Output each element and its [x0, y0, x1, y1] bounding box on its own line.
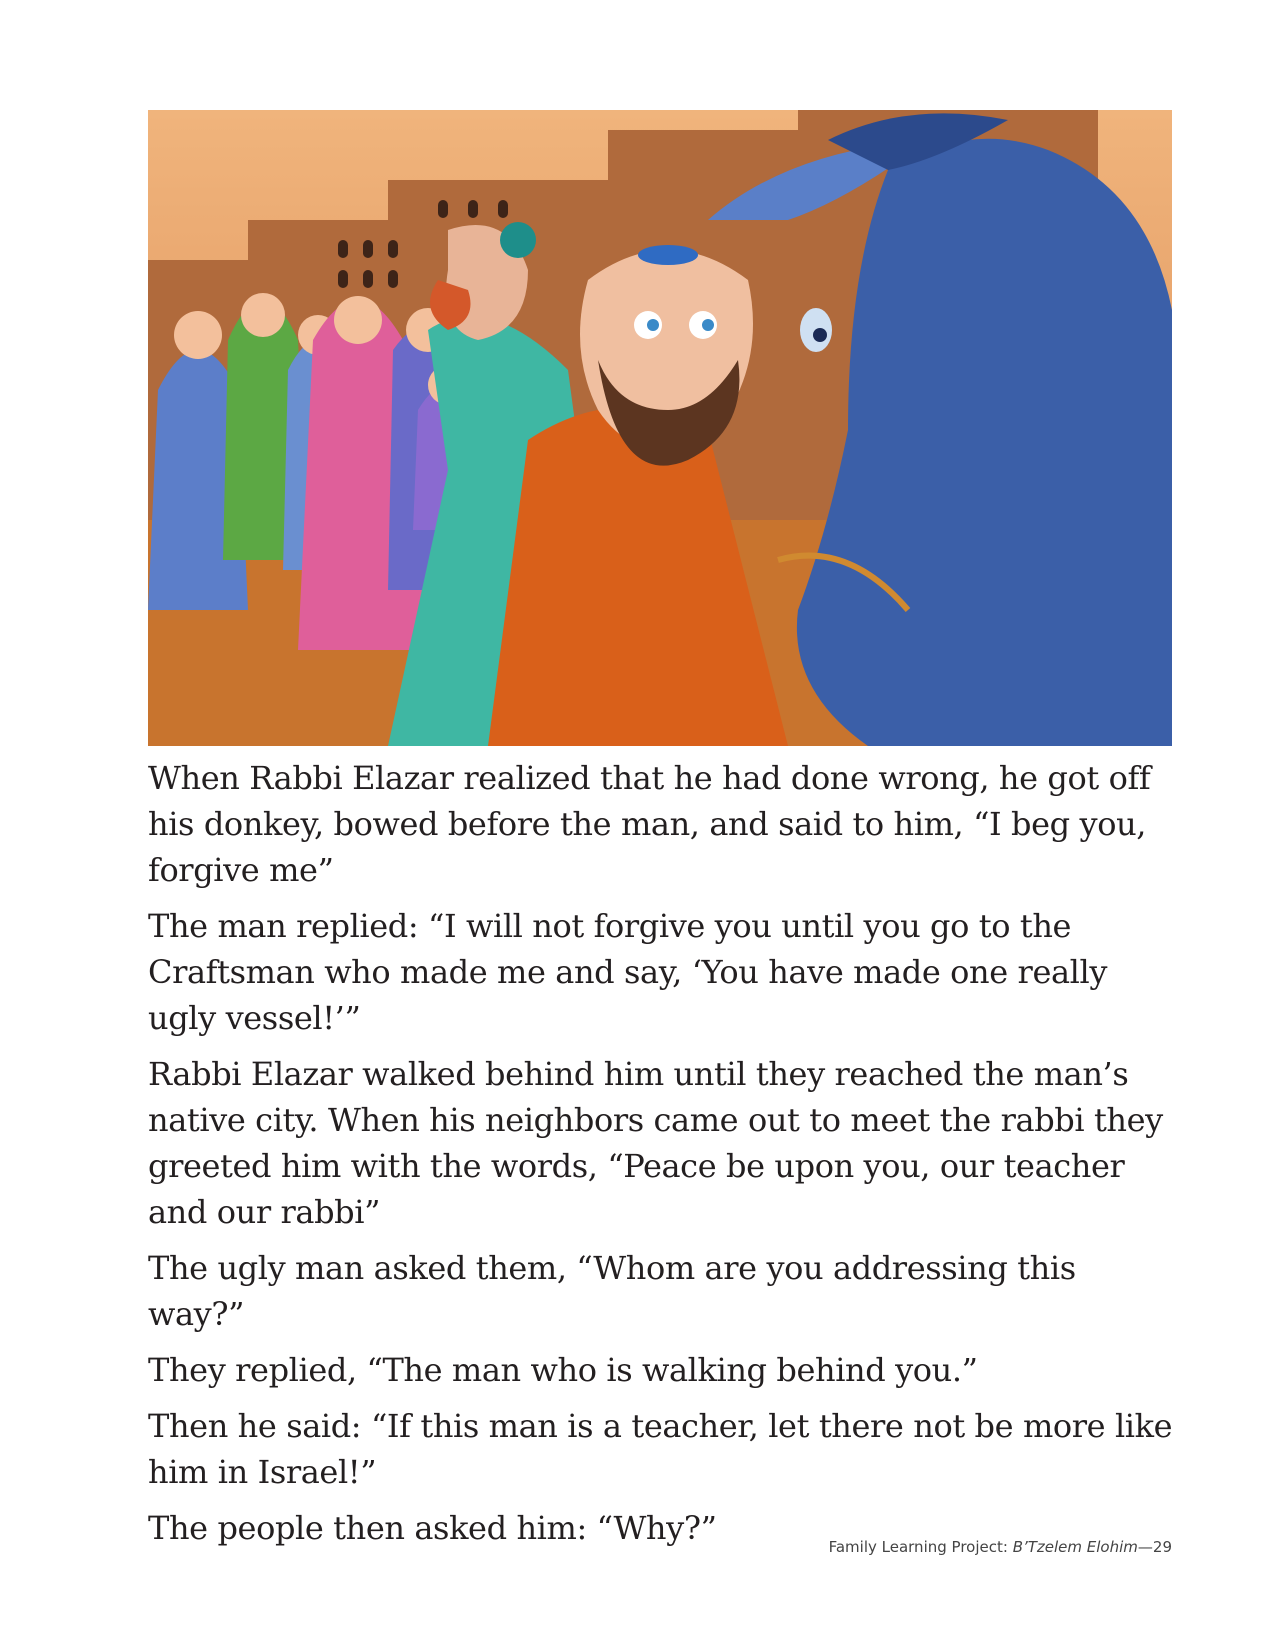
- footer-page-number: —29: [1137, 1538, 1172, 1556]
- story-paragraph-6: Then he said: “If this man is a teacher, let there not be more like him in Israel!”: [148, 1407, 1173, 1491]
- story-paragraph-3: Rabbi Elazar walked behind him until they reached the man’s native city. When his neighbors came out to meet the rabbi they greeted him with the words, “Peace be upon you, our teacher and our rabbi”: [148, 1055, 1163, 1231]
- story-paragraph-2: The man replied: “I will not forgive you until you go to the Craftsman who made me and say, ‘You have made one really ugly vessel!’”: [148, 907, 1108, 1037]
- page-footer: [829, 1538, 1172, 1556]
- illustration-drawing: [148, 110, 1172, 746]
- story-paragraph-5: They replied, “The man who is walking behind you.”: [148, 1351, 978, 1389]
- footer-prefix: Family Learning Project:: [828, 1538, 1013, 1556]
- story-text: [148, 755, 1178, 1561]
- footer-title: B’Tzelem Elohim: [1012, 1538, 1138, 1556]
- story-paragraph-4: The ugly man asked them, “Whom are you addressing this way?”: [148, 1249, 1076, 1333]
- story-paragraph-1: When Rabbi Elazar realized that he had done wrong, he got off his donkey, bowed before the man, and said to him, “I beg you, forgive me”: [148, 759, 1151, 889]
- story-illustration: [148, 110, 1172, 746]
- story-paragraph-7: The people then asked him: “Why?”: [148, 1509, 717, 1547]
